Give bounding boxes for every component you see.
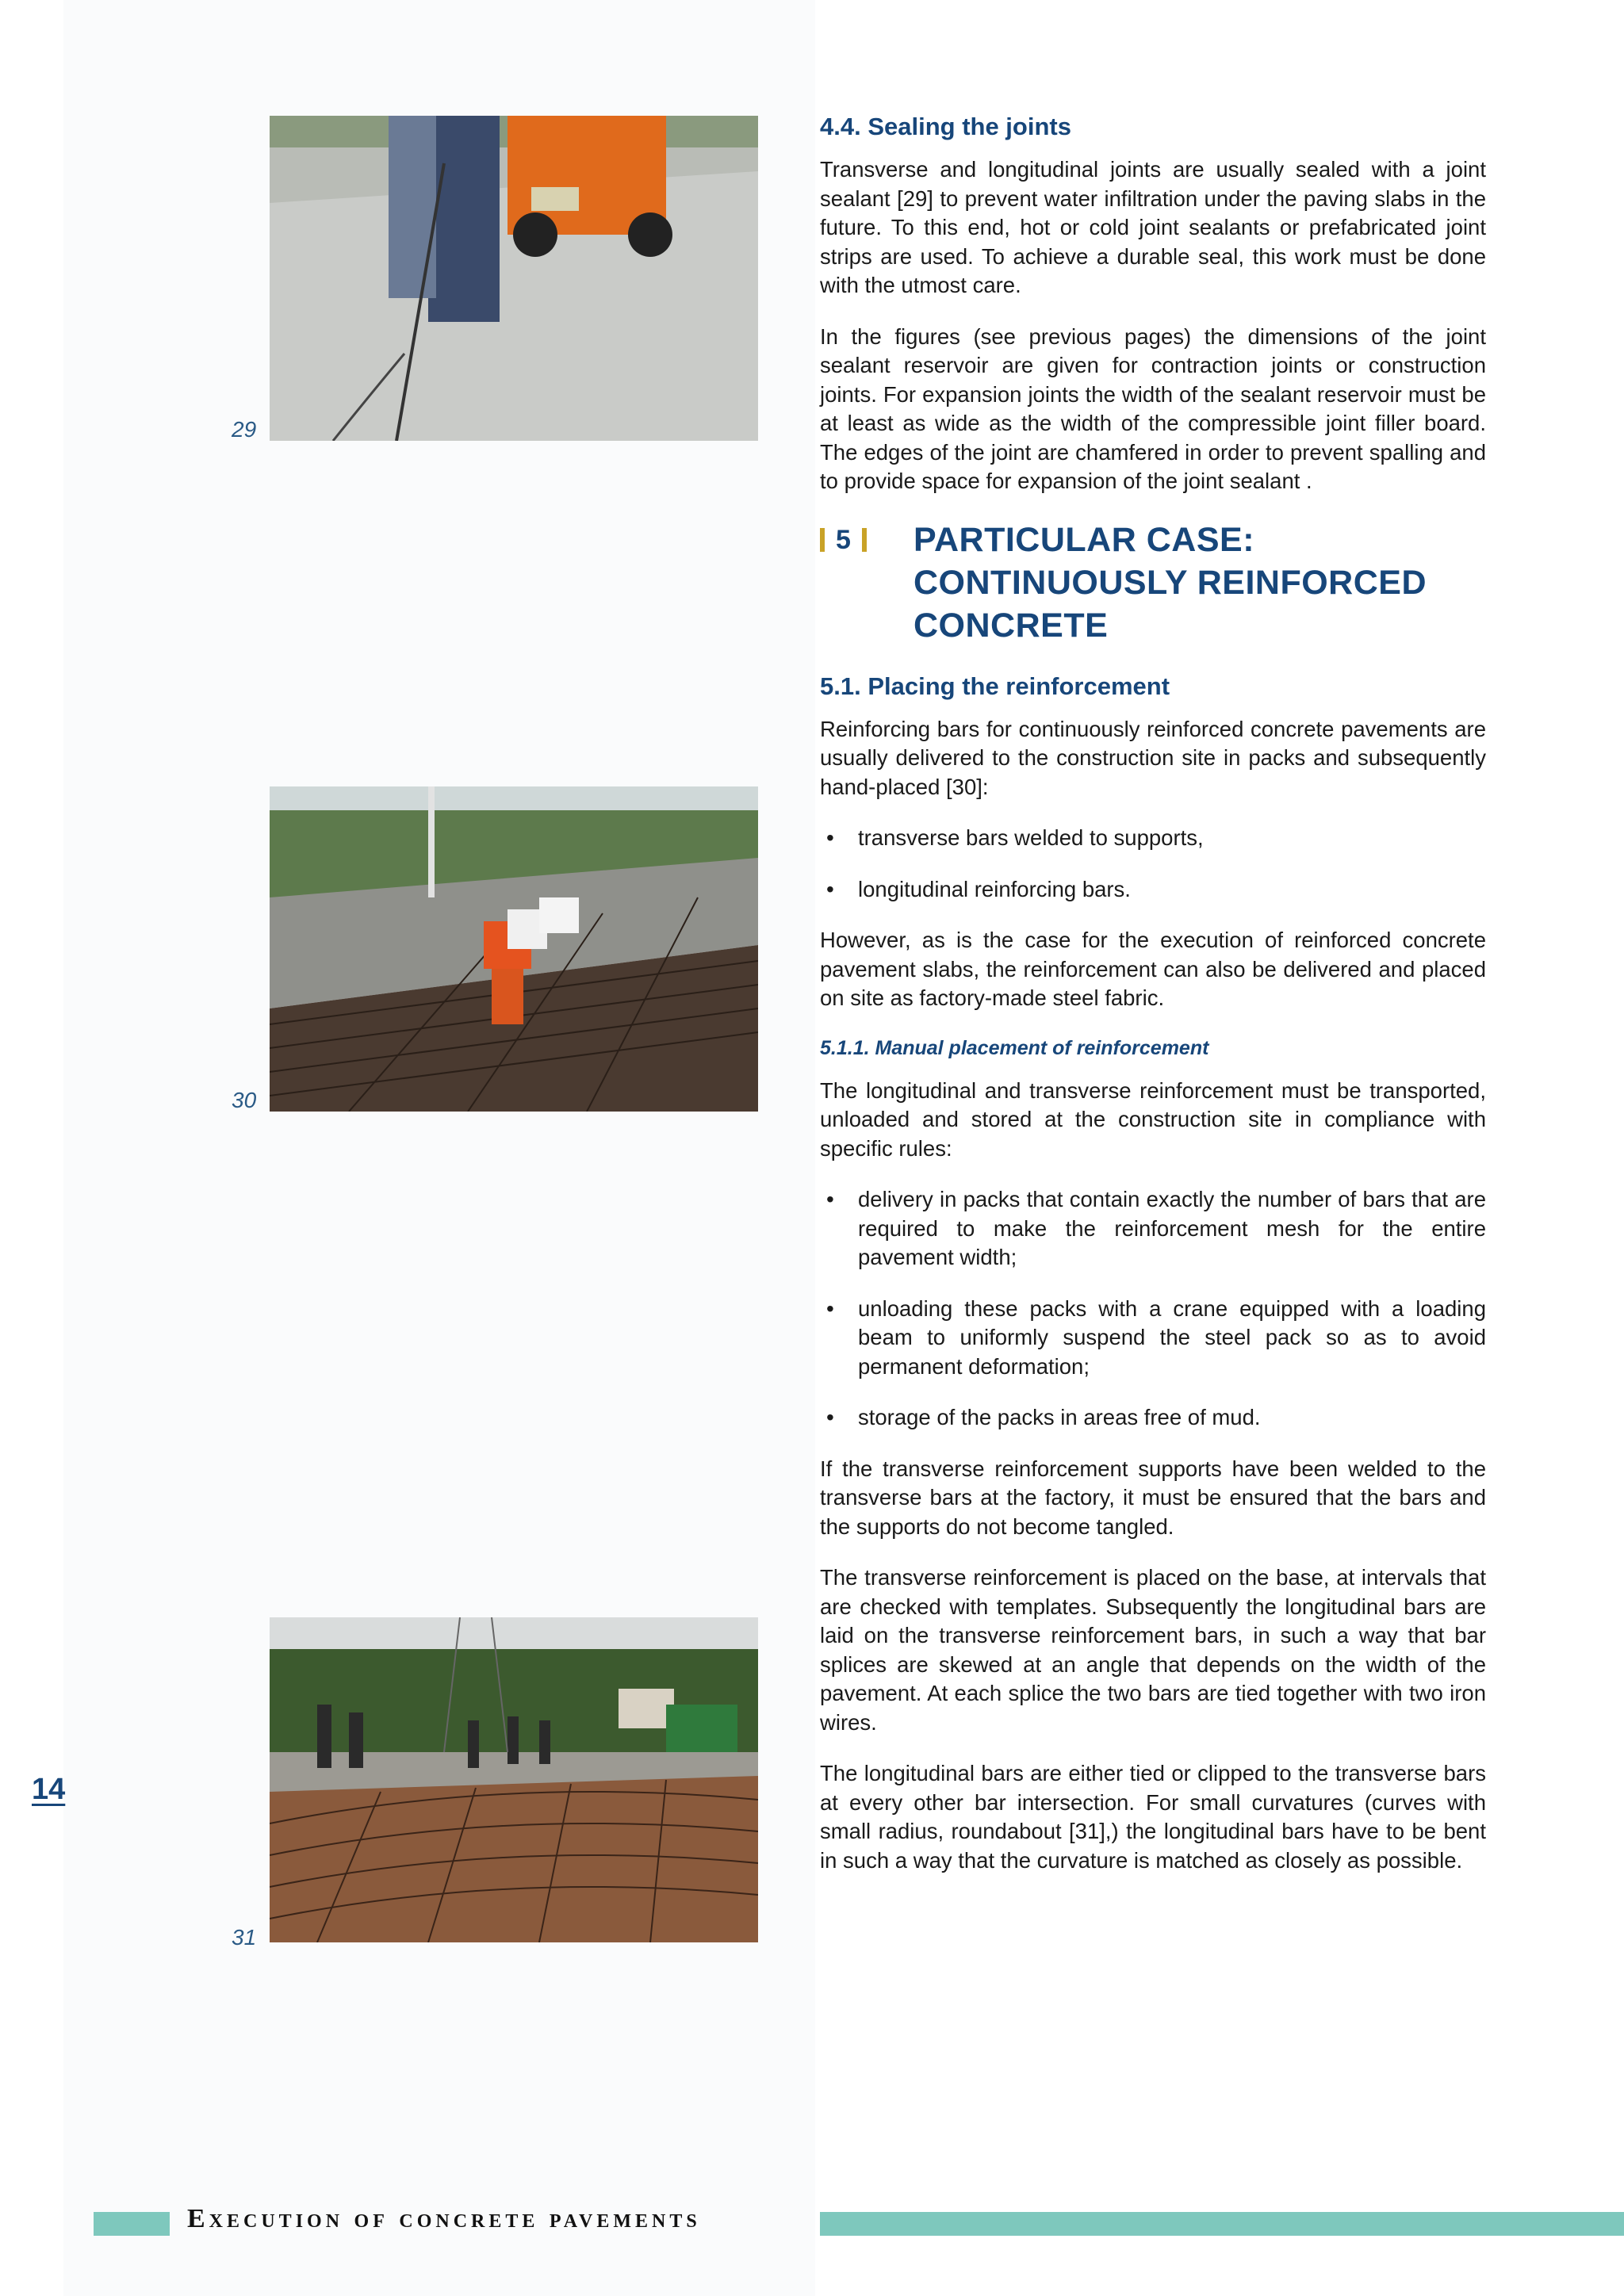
section-number: 5: [820, 519, 914, 561]
heading-5-1-1: 5.1.1. Manual placement of reinforcement: [820, 1036, 1209, 1059]
paragraph: If the transverse reinforcement supports have been welded to the transverse bars at the factory, it must be ensured that the bars and the supports do not become tangled.: [820, 1456, 1486, 1539]
footer-bar-right: [820, 2212, 1624, 2236]
list-item: • storage of the packs in areas free of mud.: [820, 1403, 1486, 1433]
paragraph: The transverse reinforcement is placed on the base, at intervals that are checked with templates. Subsequently the longitudinal bars are laid on the transverse reinforcement bars, in such a way that bar splices are skewed at an angle that depends on the width of the pavement. At each splice the two bars are tied together with two iron wires.: [820, 1565, 1486, 1735]
bullet-icon: •: [826, 876, 834, 901]
photo-curved-reinforcement: [270, 1617, 758, 1942]
bullet-icon: •: [826, 1295, 834, 1321]
paragraph: The longitudinal bars are either tied or clipped to the transverse bars at every other bar intersection. For small curvatures (curves with small radius, roundabout [31],) the longitudinal bars have to be bent in such a way that the curvature is matched as closely as possible.: [820, 1761, 1486, 1873]
page-number: 14: [32, 1773, 66, 1806]
bullet-icon: •: [826, 825, 834, 850]
figure-number-29: 29: [232, 417, 257, 442]
text-column: [820, 111, 1486, 1897]
section-title: PARTICULAR CASE: CONTINUOUSLY REINFORCED CONCRETE: [914, 520, 1427, 645]
paragraph: The longitudinal and transverse reinforcement must be transported, unloaded and stored at the construction site in compliance with specific rules:: [820, 1077, 1486, 1161]
heading-5-1: 5.1. Placing the reinforcement: [820, 672, 1170, 700]
list-item: • unloading these packs with a crane equipped with a loading beam to uniformly suspend the steel pack so as to avoid permanent deformation;: [826, 1295, 1486, 1379]
list-item: • longitudinal reinforcing bars.: [820, 875, 1486, 905]
heading-4-4: 4.4. Sealing the joints: [820, 113, 1071, 140]
bullet-icon: •: [826, 1187, 834, 1211]
photo-reinforcement-placement: [270, 786, 758, 1112]
gold-bar: [862, 528, 867, 552]
figure-number-31: 31: [232, 1925, 257, 1950]
paragraph: Transverse and longitudinal joints are usually sealed with a joint sealant [29] to prevent water infiltration under the paving slabs in the future. To this end, hot or cold joint sealants or prefabricated joint strips are used. To achieve a durable seal, this work must be done with the utmost care.: [820, 157, 1486, 297]
list-item: • transverse bars welded to supports,: [820, 824, 1486, 853]
section-5-heading: [820, 519, 1486, 647]
footer-title: Execution of concrete pavements: [187, 2204, 701, 2233]
gold-bar: [820, 528, 825, 552]
photo-joint-sealing: [270, 116, 758, 441]
bullet-icon: •: [826, 1405, 834, 1429]
paragraph: Reinforcing bars for continuously reinforced concrete pavements are usually delivered to the construction site in packs and subsequently hand-placed [30]:: [820, 716, 1486, 799]
paragraph: However, as is the case for the execution of reinforced concrete pavement slabs, the reinforcement can also be delivered and placed on site as factory-made steel fabric.: [820, 928, 1486, 1010]
list-item: • delivery in packs that contain exactly the number of bars that are required to make the reinforcement mesh for the entire pavement width;: [826, 1187, 1486, 1269]
paragraph: In the figures (see previous pages) the dimensions of the joint sealant reservoir are given for contraction joints or construction joints. For expansion joints the width of the sealant reservoir must be at least as wide as the width of the compressible joint filler board. The edges of the joint are chamfered in order to prevent spalling and to provide space for expansion of the joint sealant .: [820, 323, 1486, 493]
figure-number-30: 30: [232, 1088, 257, 1112]
footer-bar-left: [94, 2212, 170, 2236]
